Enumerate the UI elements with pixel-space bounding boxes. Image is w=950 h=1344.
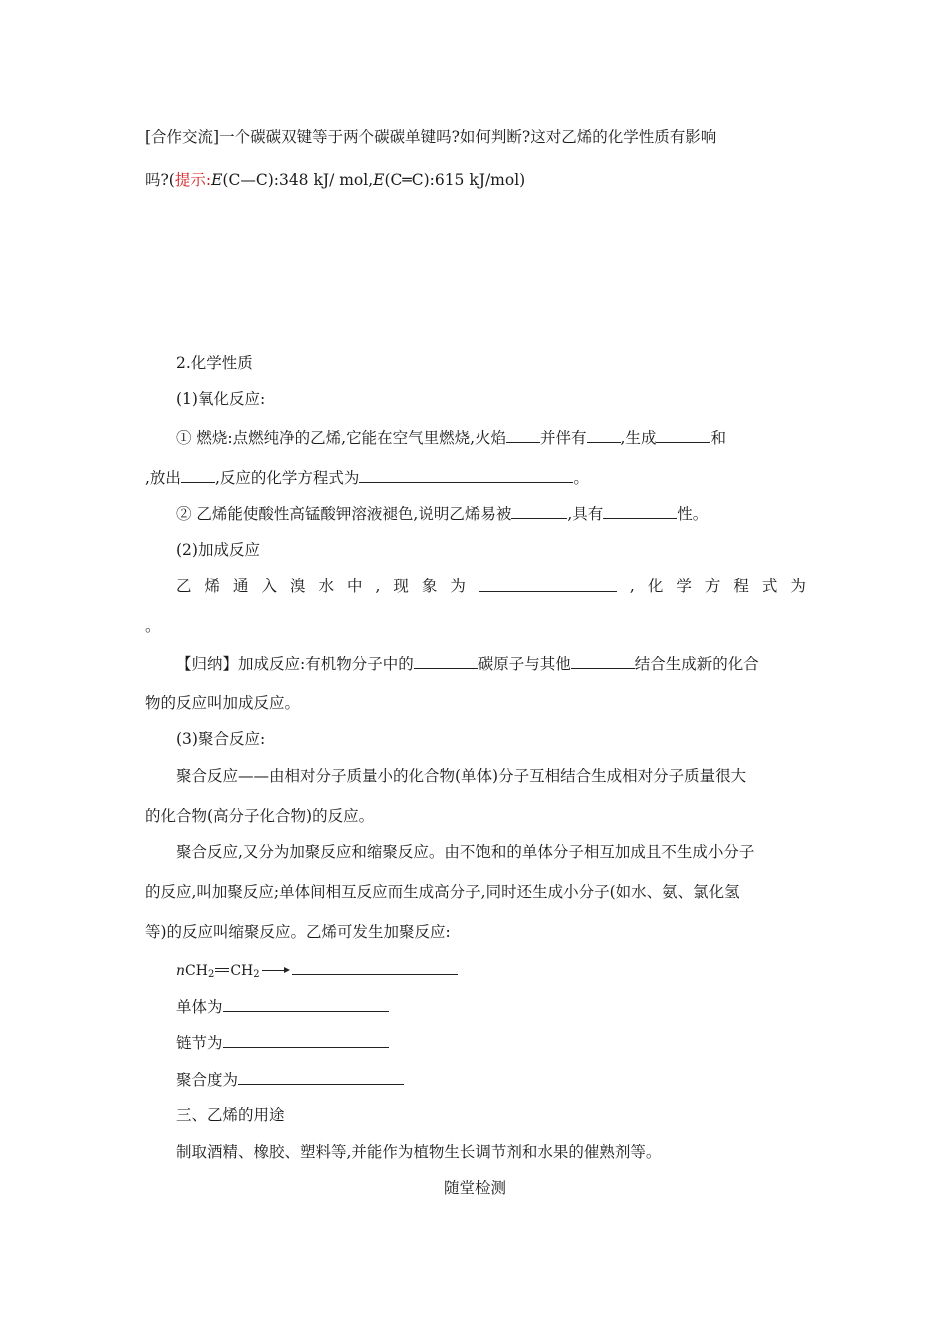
char: 水 xyxy=(318,577,335,595)
combustion-line-2 xyxy=(145,467,589,488)
char: 乙 xyxy=(176,577,192,595)
char: 象 xyxy=(421,577,438,595)
char: 溴 xyxy=(290,577,306,595)
char: 程 xyxy=(733,577,749,595)
text: 聚合度为 xyxy=(176,1071,239,1089)
repeat-unit-line xyxy=(176,1032,389,1053)
monomer-line xyxy=(176,996,389,1017)
formula-part: CH xyxy=(230,963,254,979)
text: ,生成 xyxy=(620,429,657,447)
section-title: 随堂检测 xyxy=(443,1179,506,1197)
answer-blank[interactable] xyxy=(603,503,677,519)
subscript: 2 xyxy=(253,969,260,980)
answer-blank[interactable] xyxy=(656,427,710,443)
answer-blank[interactable] xyxy=(238,1069,404,1085)
paragraph-line: 的反应,叫加聚反应;单体间相互反应而生成高分子,同时还生成小分子(如水、氨、氯化氢 xyxy=(145,883,740,901)
char: 化 xyxy=(647,577,664,595)
text: (C—C):348 kJ/ mol, xyxy=(222,171,374,189)
subsection-heading: (3)聚合反应: xyxy=(176,730,266,748)
char: 现 xyxy=(393,577,409,595)
char: 入 xyxy=(261,577,278,595)
char: , xyxy=(375,577,381,595)
answer-blank[interactable] xyxy=(223,1032,389,1048)
discussion-line-1: [合作交流]一个碳碳双键等于两个碳碳单键吗?如何判断?这对乙烯的化学性质有影响 xyxy=(145,128,717,146)
char: 中 xyxy=(347,577,363,595)
char: 为 xyxy=(790,577,806,595)
text: ,反应的化学方程式为 xyxy=(214,469,360,487)
answer-blank[interactable] xyxy=(414,653,478,669)
double-bond-icon xyxy=(214,966,230,976)
answer-blank[interactable] xyxy=(292,959,458,975)
section-heading: 2.化学性质 xyxy=(176,354,253,372)
paragraph-line: 制取酒精、橡胶、塑料等,并能作为植物生长调节剂和水果的催熟剂等。 xyxy=(176,1143,662,1161)
text: ① 燃烧:点燃纯净的乙烯,它能在空气里燃烧,火焰 xyxy=(176,429,507,447)
char: 学 xyxy=(676,577,692,595)
addition-line xyxy=(176,576,806,596)
text: 吗?( xyxy=(145,171,175,189)
coefficient: n xyxy=(176,963,186,979)
text: 链节为 xyxy=(176,1034,223,1052)
section-heading: 三、乙烯的用途 xyxy=(176,1106,285,1124)
hint-label: 提示: xyxy=(174,171,212,189)
text: 结合生成新的化合 xyxy=(634,655,759,673)
text: (C═C):615 kJ/mol) xyxy=(384,171,526,189)
char: 通 xyxy=(233,577,249,595)
subscript: 2 xyxy=(207,969,215,980)
text: ② 乙烯能使酸性高锰酸钾溶液褪色,说明乙烯易被 xyxy=(176,505,512,523)
text: 并伴有 xyxy=(540,429,587,447)
text: 碳原子与其他 xyxy=(477,655,571,673)
char: , xyxy=(629,577,635,595)
char: 方 xyxy=(704,577,721,595)
answer-blank[interactable] xyxy=(587,427,621,443)
formula-part: CH xyxy=(185,963,208,979)
answer-blank[interactable] xyxy=(511,503,567,519)
answer-blank[interactable] xyxy=(181,467,215,483)
text: 【归纳】加成反应:有机物分子中的 xyxy=(176,655,414,673)
char: 烯 xyxy=(204,577,221,595)
text: 性。 xyxy=(677,505,709,523)
degree-line xyxy=(176,1069,404,1090)
paragraph-line: 聚合反应,又分为加聚反应和缩聚反应。由不饱和的单体分子相互加成且不生成小分子 xyxy=(176,843,755,861)
answer-blank[interactable] xyxy=(506,427,540,443)
reaction-arrow-icon xyxy=(262,967,290,975)
answer-blank[interactable] xyxy=(479,576,617,592)
combustion-line xyxy=(176,427,726,448)
answer-blank[interactable] xyxy=(571,653,635,669)
answer-blank[interactable] xyxy=(223,996,389,1012)
text: 单体为 xyxy=(176,998,223,1016)
text: ,具有 xyxy=(567,505,604,523)
discussion-line-2 xyxy=(145,170,525,190)
char: 为 xyxy=(450,577,466,595)
energy-symbol: E xyxy=(373,171,385,189)
polymerization-equation xyxy=(176,959,458,985)
text: 。 xyxy=(573,469,589,487)
subsection-heading: (1)氧化反应: xyxy=(176,390,266,408)
subsection-heading: (2)加成反应 xyxy=(176,541,260,559)
answer-blank[interactable] xyxy=(359,467,573,483)
paragraph-line: 等)的反应叫缩聚反应。乙烯可发生加聚反应: xyxy=(145,923,451,941)
oxidation-line xyxy=(176,503,708,524)
summary-line-1 xyxy=(176,653,759,674)
text: ,放出 xyxy=(145,469,181,487)
energy-symbol: E xyxy=(211,171,223,189)
text: 和 xyxy=(710,429,726,447)
period-mark: 。 xyxy=(145,617,161,635)
summary-line-2: 物的反应叫加成反应。 xyxy=(145,694,301,712)
paragraph-line: 的化合物(高分子化合物)的反应。 xyxy=(145,807,375,825)
char: 式 xyxy=(761,577,778,595)
paragraph-line: 聚合反应——由相对分子质量小的化合物(单体)分子互相结合生成相对分子质量很大 xyxy=(176,767,747,785)
